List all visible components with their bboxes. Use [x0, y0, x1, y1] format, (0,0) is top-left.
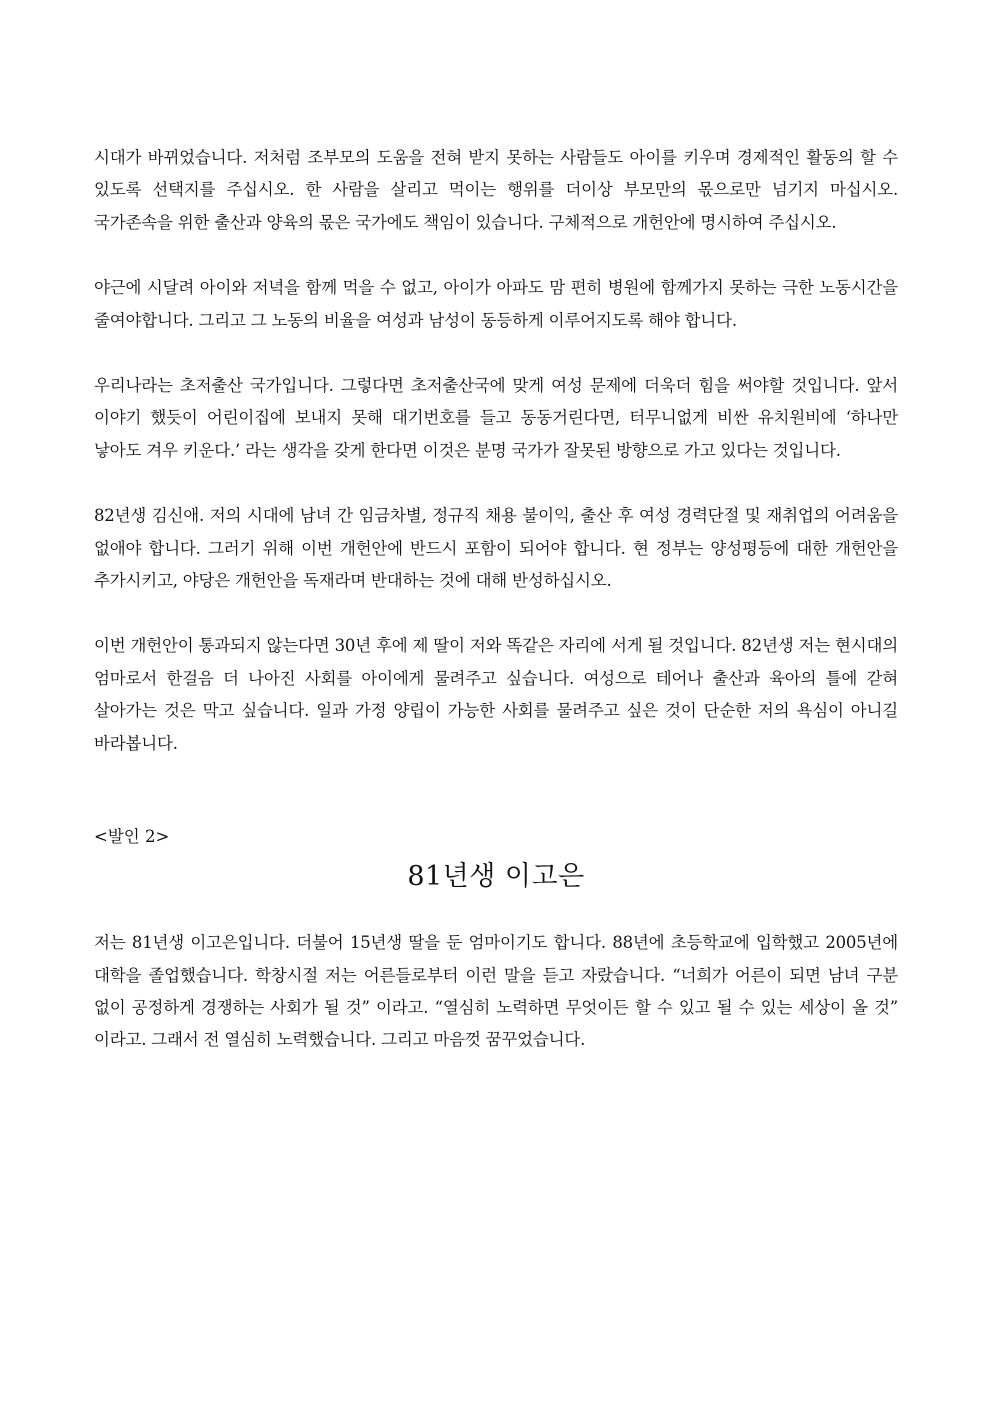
paragraph: 야근에 시달려 아이와 저녁을 함께 먹을 수 없고, 아이가 아파도 맘 편히 병원에 함께가지 못하는 극한 노동시간을 줄여야합니다. 그리고 그 노동의 비율을 여성과 남성이 동등하게 이루어지도록 해야 합니다.	[94, 278, 898, 330]
section-title: 81년생 이고은	[407, 861, 585, 893]
paragraph: 저는 81년생 이고은입니다. 더불어 15년생 딸을 둔 엄마이기도 합니다. 88년에 초등학교에 입학했고 2005년에 대학을 졸업했습니다. 학창시절 저는 어른들로부터 이런 말을 듣고 자랐습니다. “너희가 어른이 되면 남녀 구분 없이 공정하게 경쟁하는 사회가 될 것” 이라고. “열심히 노력하면 무엇이든 할 수 있고 될 수 있는 세상이 올 것” 이라고. 그래서 전 열심히 노력했습니다. 그리고 마음껏 꿈꾸었습니다.	[94, 933, 898, 1050]
document-page	[94, 142, 898, 1057]
paragraph: 이번 개헌안이 통과되지 않는다면 30년 후에 제 딸이 저와 똑같은 자리에 서게 될 것입니다. 82년생 저는 현시대의 엄마로서 한걸음 더 나아진 사회를 아이에게 물려주고 싶습니다. 여성으로 테어나 출산과 육아의 틀에 갇혀 살아가는 것은 막고 싶습니다. 일과 가정 양립이 가능한 사회를 물려주고 싶은 것이 단순한 저의 욕심이 아니길 바라봅니다.	[94, 636, 898, 753]
paragraph: 82년생 김신애. 저의 시대에 남녀 간 임금차별, 정규직 채용 불이익, 출산 후 여성 경력단절 및 재취업의 어려움을 없애야 합니다. 그러기 위해 이번 개헌안에 반드시 포함이 되어야 합니다. 현 정부는 양성평등에 대한 개헌안을 추가시키고, 야당은 개헌안을 독재라며 반대하는 것에 대해 반성하십시오.	[94, 506, 898, 591]
paragraph: 우리나라는 초저출산 국가입니다. 그렇다면 초저출산국에 맞게 여성 문제에 더욱더 힘을 써야할 것입니다. 앞서 이야기 했듯이 어린이집에 보내지 못해 대기번호를 들고 동동거린다면, 터무니없게 비싼 유치원비에 ‘하나만 낳아도 겨우 키운다.’ 라는 생각을 갖게 한다면 이것은 분명 국가가 잘못된 방향으로 가고 있다는 것입니다.	[94, 376, 898, 460]
section-label: <발인 2>	[94, 827, 170, 847]
paragraph: 시대가 바뀌었습니다. 저처럼 조부모의 도움을 전혀 받지 못하는 사람들도 아이를 키우며 경제적인 활동의 할 수 있도록 선택지를 주십시오. 한 사람을 살리고 먹이는 행위를 더이상 부모만의 몫으로만 넘기지 마십시오. 국가존속을 위한 출산과 양육의 몫은 국가에도 책임이 있습니다. 구체적으로 개헌안에 명시하여 주십시오.	[94, 148, 898, 232]
